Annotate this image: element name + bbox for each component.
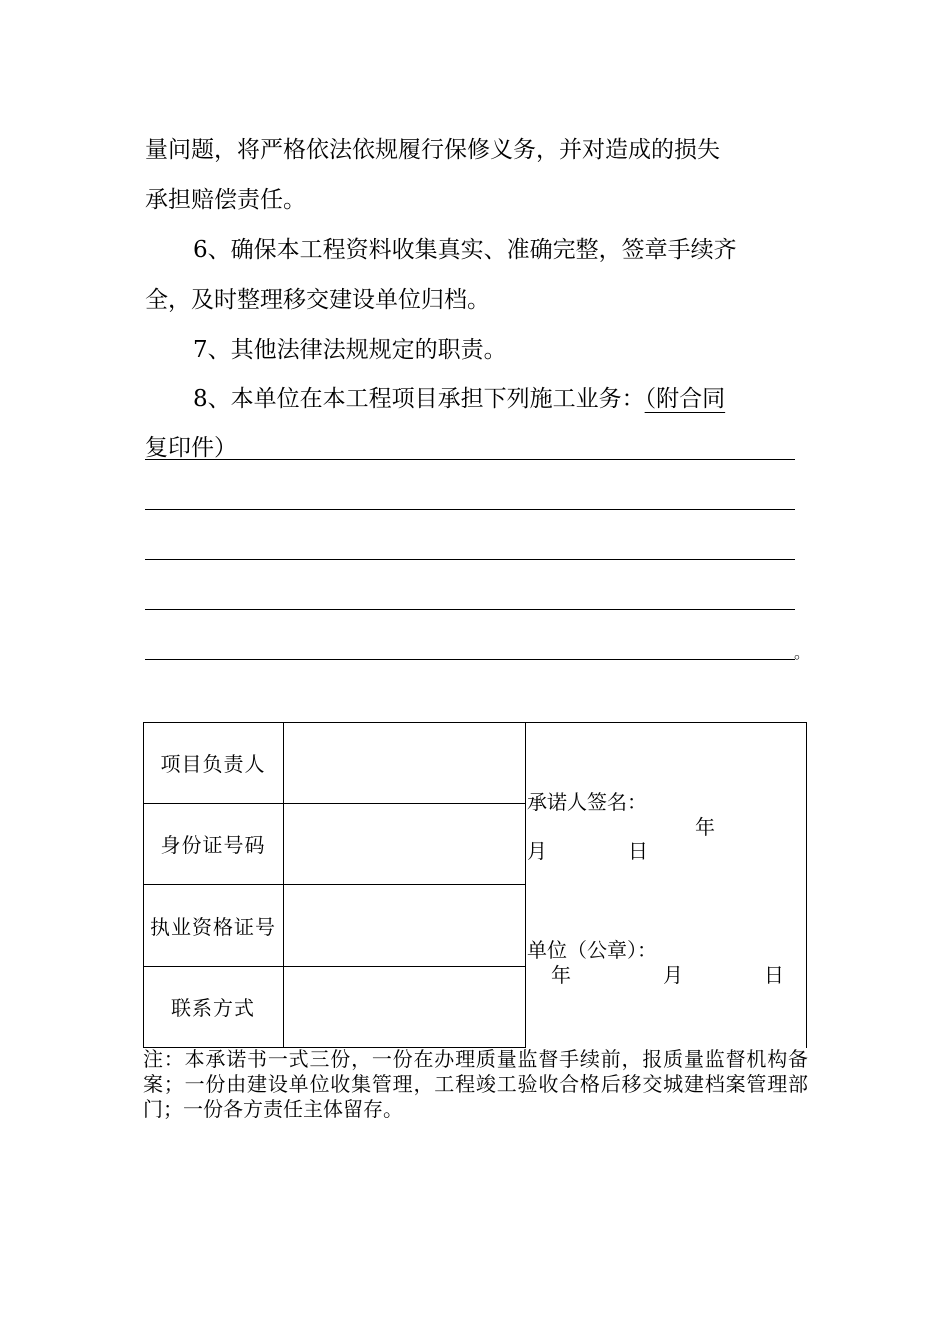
paragraph-8-line-1 <box>193 384 848 414</box>
field-contact[interactable] <box>284 966 524 1047</box>
label-id-number: 身份证号码 <box>160 833 266 857</box>
seal-month: 月 <box>663 963 683 987</box>
seal-day: 日 <box>764 963 784 987</box>
paragraph-5-line-2: 承担赔偿责任。 <box>145 187 306 213</box>
fill-line-1 <box>145 459 795 460</box>
signature-year: 年 <box>695 815 715 839</box>
table-border-right <box>806 722 807 1048</box>
fill-line-2 <box>145 509 795 510</box>
paragraph-6-line-2: 全，及时整理移交建设单位归档。 <box>145 287 490 313</box>
signature-day: 日 <box>628 839 648 863</box>
label-license-number: 执业资格证号 <box>150 915 276 939</box>
field-id-number[interactable] <box>284 803 524 884</box>
end-period: 。 <box>794 643 811 662</box>
unit-seal-label: 单位（公章）： <box>527 938 657 962</box>
fill-line-3 <box>145 559 795 560</box>
label-contact: 联系方式 <box>171 996 255 1020</box>
field-project-manager[interactable] <box>284 722 524 803</box>
paragraph-6-line-1: 6、确保本工程资料收集真实、准确完整，签章手续齐 <box>193 237 737 263</box>
fill-line-4 <box>145 609 795 610</box>
label-project-manager: 项目负责人 <box>160 752 266 776</box>
paragraph-7: 7、其他法律法规规定的职责。 <box>193 337 507 363</box>
field-license-number[interactable] <box>284 885 524 966</box>
paragraph-8-prefix: 8、本单位在本工程项目承担下列施工业务： <box>193 386 645 412</box>
paragraph-5-line-1: 量问题，将严格依法依规履行保修义务，并对造成的损失 <box>145 137 720 163</box>
commitment-info-table <box>143 722 807 1048</box>
signer-signature-label: 承诺人签名： <box>527 790 647 814</box>
paragraph-8-underlined-2: 复印件） <box>145 435 237 461</box>
footnote: 注：本承诺书一式三份，一份在办理质量监督手续前，报质量监督机构备案；一份由建设单位收集管理，工程竣工验收合格后移交城建档案管理部门；一份各方责任主体留存。 <box>143 1047 808 1121</box>
signature-month: 月 <box>527 839 547 863</box>
seal-year: 年 <box>551 963 571 987</box>
paragraph-8-underlined-1: （附合同 <box>644 386 726 412</box>
fill-line-5 <box>145 659 795 660</box>
